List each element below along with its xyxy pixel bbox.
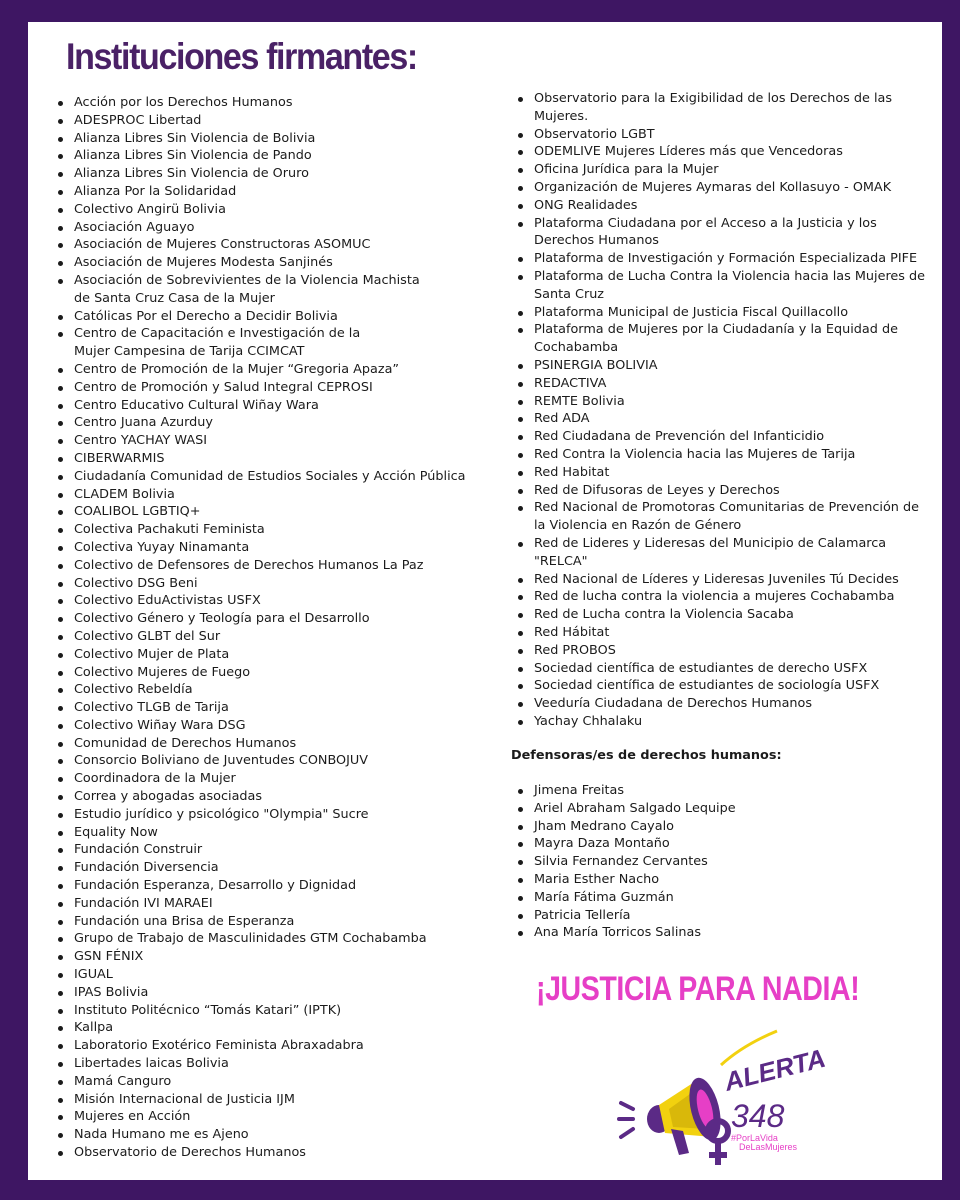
institutions-list-right — [516, 90, 936, 731]
logo-word: ALERTA — [721, 1042, 829, 1097]
list-item: Ciudadanía Comunidad de Estudios Sociales y Acción Pública — [56, 468, 496, 486]
list-item: Veeduría Ciudadana de Derechos Humanos — [516, 695, 936, 713]
list-item — [516, 499, 936, 535]
list-item: Colectivo TLGB de Tarija — [56, 699, 496, 717]
list-item: Colectivo Mujer de Plata — [56, 646, 496, 664]
list-item: Comunidad de Derechos Humanos — [56, 735, 496, 753]
list-item: Sociedad científica de estudiantes de sociología USFX — [516, 677, 936, 695]
list-item — [516, 535, 936, 571]
list-item: María Fátima Guzmán — [516, 889, 936, 907]
institutions-list-left — [56, 94, 496, 1162]
list-item: Plataforma Municipal de Justicia Fiscal Quillacollo — [516, 304, 936, 322]
list-item: ADESPROC Libertad — [56, 112, 496, 130]
list-item: Colectivo Rebeldía — [56, 681, 496, 699]
list-item-line: Plataforma de Mujeres por la Ciudadanía y la Equidad de — [534, 322, 898, 338]
list-item: Misión Internacional de Justicia IJM — [56, 1091, 496, 1109]
list-item-line: Cochabamba — [534, 340, 619, 356]
list-item: Coordinadora de la Mujer — [56, 770, 496, 788]
list-item: Mayra Daza Montaño — [516, 835, 936, 853]
list-item: IGUAL — [56, 966, 496, 984]
list-item: Fundación IVI MARAEI — [56, 895, 496, 913]
list-item — [56, 325, 496, 361]
list-item-line: Plataforma de Lucha Contra la Violencia hacia las Mujeres de — [534, 268, 926, 284]
list-item-line: Derechos Humanos — [534, 233, 659, 249]
logo-hashtag-line1: #PorLaVida — [731, 1133, 778, 1143]
list-item: Organización de Mujeres Aymaras del Kollasuyo - OMAK — [516, 179, 936, 197]
list-item: Asociación de Mujeres Constructoras ASOMUC — [56, 236, 496, 254]
list-item-line: Mujer Campesina de Tarija CCIMCAT — [74, 344, 305, 360]
list-item: Jimena Freitas — [516, 782, 936, 800]
list-item: Red Hábitat — [516, 624, 936, 642]
list-item: Colectivo Angirü Bolivia — [56, 201, 496, 219]
list-item: CLADEM Bolivia — [56, 486, 496, 504]
list-item-line: Asociación de Sobrevivientes de la Violencia Machista — [74, 272, 420, 288]
logo-number: 348 — [731, 1098, 785, 1134]
list-item: Red Ciudadana de Prevención del Infanticidio — [516, 428, 936, 446]
page-title: Instituciones firmantes: — [66, 36, 417, 77]
list-item: Red ADA — [516, 410, 936, 428]
list-item-line: "RELCA" — [534, 553, 588, 569]
list-item: Libertades laicas Bolivia — [56, 1055, 496, 1073]
list-item: Centro de Promoción de la Mujer “Gregoria Apaza” — [56, 361, 496, 379]
list-item-line: Observatorio para la Exigibilidad de los Derechos de las — [534, 91, 893, 106]
list-item: Nada Humano me es Ajeno — [56, 1126, 496, 1144]
megaphone-icon — [619, 1075, 726, 1155]
list-item: Asociación de Mujeres Modesta Sanjinés — [56, 254, 496, 272]
list-item: Fundación Esperanza, Desarrollo y Dignidad — [56, 877, 496, 895]
list-item: Colectivo DSG Beni — [56, 575, 496, 593]
list-item — [516, 268, 936, 304]
logo-hashtag-line2: DeLasMujeres — [739, 1142, 798, 1152]
list-item-line: de Santa Cruz Casa de la Mujer — [74, 290, 275, 306]
list-item: Colectivo EduActivistas USFX — [56, 592, 496, 610]
list-item: Colectivo de Defensores de Derechos Humanos La Paz — [56, 557, 496, 575]
list-item: REMTE Bolivia — [516, 393, 936, 411]
list-item: Centro YACHAY WASI — [56, 432, 496, 450]
list-item: Patricia Tellería — [516, 907, 936, 925]
list-item: REDACTIVA — [516, 375, 936, 393]
list-item: Colectiva Yuyay Ninamanta — [56, 539, 496, 557]
list-item — [516, 215, 936, 251]
list-item-line: Santa Cruz — [534, 286, 605, 302]
list-item: Correa y abogadas asociadas — [56, 788, 496, 806]
list-item: Grupo de Trabajo de Masculinidades GTM Cochabamba — [56, 930, 496, 948]
list-item-line: Red Nacional de Promotoras Comunitarias de Prevención de — [534, 500, 919, 516]
list-item: ONG Realidades — [516, 197, 936, 215]
list-item: Fundación una Brisa de Esperanza — [56, 913, 496, 931]
list-item: Mujeres en Acción — [56, 1108, 496, 1126]
list-item: Laboratorio Exotérico Feminista Abraxadabra — [56, 1037, 496, 1055]
list-item: Católicas Por el Derecho a Decidir Bolivia — [56, 308, 496, 326]
list-item: Fundación Diversencia — [56, 859, 496, 877]
list-item: COALIBOL LGBTIQ+ — [56, 503, 496, 521]
list-item: Alianza Por la Solidaridad — [56, 183, 496, 201]
list-item-line: Red de Lideres y Lideresas del Municipio de Calamarca — [534, 535, 887, 551]
list-item: Estudio jurídico y psicológico "Olympia" Sucre — [56, 806, 496, 824]
list-item: Red Contra la Violencia hacia las Mujeres de Tarija — [516, 446, 936, 464]
list-item: Red Nacional de Líderes y Lideresas Juveniles Tú Decides — [516, 571, 936, 589]
list-item: Ana María Torricos Salinas — [516, 924, 936, 942]
list-item: Mamá Canguro — [56, 1073, 496, 1091]
list-item: Observatorio LGBT — [516, 126, 936, 144]
content-card — [28, 22, 942, 1180]
defenders-list — [516, 782, 936, 942]
list-item: Ariel Abraham Salgado Lequipe — [516, 800, 936, 818]
list-item: Maria Esther Nacho — [516, 871, 936, 889]
list-item: Colectivo Wiñay Wara DSG — [56, 717, 496, 735]
list-item: Acción por los Derechos Humanos — [56, 94, 496, 112]
list-item: PSINERGIA BOLIVIA — [516, 357, 936, 375]
list-item: Equality Now — [56, 824, 496, 842]
list-item: IPAS Bolivia — [56, 984, 496, 1002]
list-item: ODEMLIVE Mujeres Líderes más que Vencedoras — [516, 143, 936, 161]
list-item: Sociedad científica de estudiantes de derecho USFX — [516, 660, 936, 678]
list-item-line: la Violencia en Razón de Género — [534, 518, 742, 534]
list-item: CIBERWARMIS — [56, 450, 496, 468]
list-item: Colectivo GLBT del Sur — [56, 628, 496, 646]
list-item-line: Plataforma Ciudadana por el Acceso a la Justicia y los — [534, 215, 877, 231]
list-item: Centro de Promoción y Salud Integral CEPROSI — [56, 379, 496, 397]
defenders-heading: Defensoras/es de derechos humanos: — [511, 748, 782, 763]
list-item: Centro Juana Azurduy — [56, 414, 496, 432]
list-item — [516, 90, 936, 126]
list-item: Centro Educativo Cultural Wiñay Wara — [56, 397, 496, 415]
list-item-line: Mujeres. — [534, 108, 589, 124]
list-item: Red PROBOS — [516, 642, 936, 660]
list-item: Red de Difusoras de Leyes y Derechos — [516, 482, 936, 500]
list-item: Instituto Politécnico “Tomás Katari” (IPTK) — [56, 1002, 496, 1020]
list-item: Alianza Libres Sin Violencia de Pando — [56, 147, 496, 165]
list-item-line: Centro de Capacitación e Investigación de la — [74, 326, 361, 342]
list-item: Asociación Aguayo — [56, 219, 496, 237]
list-item: Colectivo Mujeres de Fuego — [56, 664, 496, 682]
list-item: Colectiva Pachakuti Feminista — [56, 521, 496, 539]
list-item — [516, 321, 936, 357]
list-item: Alianza Libres Sin Violencia de Oruro — [56, 165, 496, 183]
list-item: Oficina Jurídica para la Mujer — [516, 161, 936, 179]
list-item — [56, 272, 496, 308]
alerta-348-logo — [613, 1027, 829, 1177]
list-item: Consorcio Boliviano de Juventudes CONBOJUV — [56, 752, 496, 770]
list-item: Colectivo Género y Teología para el Desarrollo — [56, 610, 496, 628]
list-item: Red Habitat — [516, 464, 936, 482]
list-item: Silvia Fernandez Cervantes — [516, 853, 936, 871]
list-item: Observatorio de Derechos Humanos — [56, 1144, 496, 1162]
list-item: Yachay Chhalaku — [516, 713, 936, 731]
slogan: ¡JUSTICIA PARA NADIA! — [536, 970, 860, 1008]
list-item: Red de lucha contra la violencia a mujeres Cochabamba — [516, 588, 936, 606]
list-item: Fundación Construir — [56, 841, 496, 859]
list-item: GSN FÉNIX — [56, 948, 496, 966]
list-item: Red de Lucha contra la Violencia Sacaba — [516, 606, 936, 624]
list-item: Plataforma de Investigación y Formación Especializada PIFE — [516, 250, 936, 268]
list-item: Jham Medrano Cayalo — [516, 818, 936, 836]
list-item: Kallpa — [56, 1019, 496, 1037]
list-item: Alianza Libres Sin Violencia de Bolivia — [56, 130, 496, 148]
